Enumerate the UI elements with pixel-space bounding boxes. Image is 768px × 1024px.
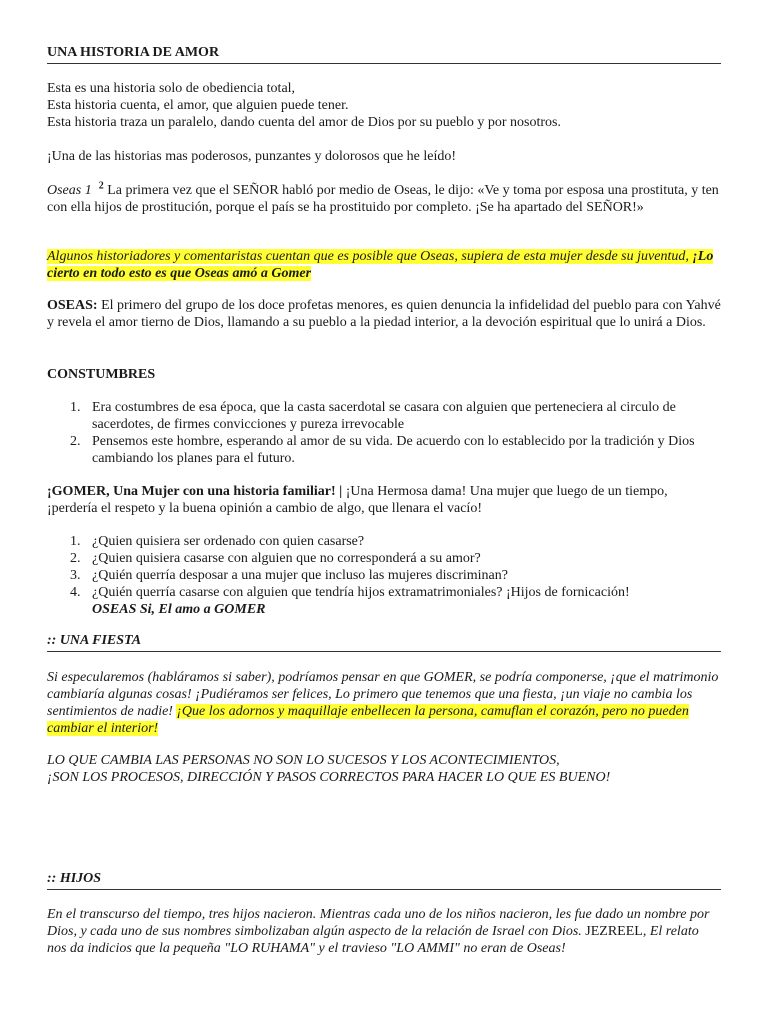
document-title: UNA HISTORIA DE AMOR <box>47 44 721 64</box>
list-item <box>47 584 721 601</box>
list-item <box>47 567 721 584</box>
exclamation-line: ¡Una de las historias mas poderosos, punzantes y dolorosos que he leído! <box>47 149 457 164</box>
oseas-label: OSEAS: <box>47 298 98 313</box>
hijos-text-2: El relato nos da indicios que la pequeña "LO RUHAMA" y el travieso "LO AMMI" no eran de Oseas! <box>47 924 699 956</box>
fiesta-text: Si especularemos (habláramos si saber), podríamos pensar en que GOMER, se podría componerse, ¡que el matrimonio cambiaría algunas cosas! ¡Pudiéramos ser felices, Lo primero que tenemos que una fiesta, ¡un viaje no cambia los sentimientos de nadie! <box>47 670 719 719</box>
list-item <box>47 433 721 467</box>
verse-text: La primera vez que el SEÑOR habló por medio de Oseas, le dijo: «Ve y toma por esposa una prostituta, y ten con ella hijos de prostitución, porque el país se ha prostituido por completo. ¡Se ha apartado del SEÑOR!» <box>47 183 719 215</box>
caps-line-2: ¡SON LOS PROCESOS, DIRECCIÓN Y PASOS CORRECTOS PARA HACER LO QUE ES BUENO! <box>47 770 611 785</box>
verse-number: 2 <box>98 180 104 192</box>
intro-line-2: Esta historia cuenta, el amor, que alguien puede tener. <box>47 98 349 113</box>
oseas-paragraph <box>47 297 721 331</box>
list-number: 4. <box>70 585 81 600</box>
gomer-text: ¡Una Hermosa dama! Una mujer que luego de un tiempo, ¡perdería el respeto y la buena opinión a cambio de algo, que llenara el vacío! <box>47 484 668 516</box>
list-number: 2. <box>70 551 81 566</box>
hijos-text: En el transcurso del tiempo, tres hijos nacieron. Mientras cada uno de los niños nacieron, les fue dado un nombre por Dios, y cada uno de sus nombres simbolizaban algún aspecto de la relación de Israel con Dios. <box>47 907 710 939</box>
gomer-paragraph <box>47 483 721 517</box>
hijos-paragraph <box>47 906 721 957</box>
verse-paragraph <box>47 182 721 216</box>
list-number: 3. <box>70 568 81 583</box>
fiesta-highlight: ¡Que los adornos y maquillaje enbellecen la persona, camuflan el corazón, pero no pueden cambiar el interior! <box>47 704 689 736</box>
fiesta-paragraph <box>47 669 721 737</box>
historians-text: Algunos historiadores y comentaristas cuentan que es posible que Oseas, supiera de esta mujer desde su juventud, <box>47 249 689 264</box>
oseas-loved-closing: OSEAS Si, El amo a GOMER <box>92 602 266 617</box>
questions-list <box>47 533 721 618</box>
hijos-heading: :: HIJOS <box>47 870 721 890</box>
costumbres-list <box>47 399 721 467</box>
list-number: 1. <box>70 534 81 549</box>
list-text: ¿Quién querría casarse con alguien que tendría hijos extramatrimoniales? ¡Hijos de fornicación! <box>92 585 630 600</box>
fiesta-caps-paragraph <box>47 752 721 786</box>
list-text: Era costumbres de esa época, que la casta sacerdotal se casara con alguien que perteneciera al circulo de sacerdotes, de firmes convicciones y pureza irrevocable <box>92 400 676 432</box>
caps-line-1: LO QUE CAMBIA LAS PERSONAS NO SON LO SUCESOS Y LOS ACONTECIMIENTOS, <box>47 753 560 768</box>
jezreel-name: JEZREEL, <box>581 924 647 939</box>
list-number: 1. <box>70 400 81 415</box>
list-text: ¿Quien quisiera casarse con alguien que no corresponderá a su amor? <box>92 551 481 566</box>
costumbres-heading: CONSTUMBRES <box>47 367 156 382</box>
list-number: 2. <box>70 434 81 449</box>
list-item <box>47 533 721 550</box>
list-closing <box>47 601 721 618</box>
intro-line-3: Esta historia traza un paralelo, dando cuenta del amor de Dios por su pueblo y por nosotros. <box>47 115 561 130</box>
highlight-paragraph <box>47 248 721 282</box>
intro-paragraph <box>47 80 721 131</box>
verse-reference: Oseas 1 <box>47 183 92 198</box>
gomer-heading: ¡GOMER, Una Mujer con una historia familiar! | <box>47 484 343 499</box>
list-item <box>47 550 721 567</box>
oseas-text: El primero del grupo de los doce profetas menores, es quien denuncia la infidelidad del pueblo para con Yahvé y revela el amor tierno de Dios, llamando a su pueblo a la piedad interior, a la devoción espiritual que lo unirá a Dios. <box>47 298 721 330</box>
list-text: ¿Quien quisiera ser ordenado con quien casarse? <box>92 534 365 549</box>
list-text: Pensemos este hombre, esperando al amor de su vida. De acuerdo con lo establecido por la tradición y Dios cambiando los planes para el futuro. <box>92 434 695 466</box>
list-item <box>47 399 721 433</box>
intro-line-1: Esta es una historia solo de obediencia total, <box>47 81 296 96</box>
fiesta-heading: :: UNA FIESTA <box>47 632 721 652</box>
oseas-loved-gomer: ¡Lo cierto en todo esto es que Oseas amó a Gomer <box>47 249 714 281</box>
list-text: ¿Quién querría desposar a una mujer que incluso las mujeres discriminan? <box>92 568 508 583</box>
